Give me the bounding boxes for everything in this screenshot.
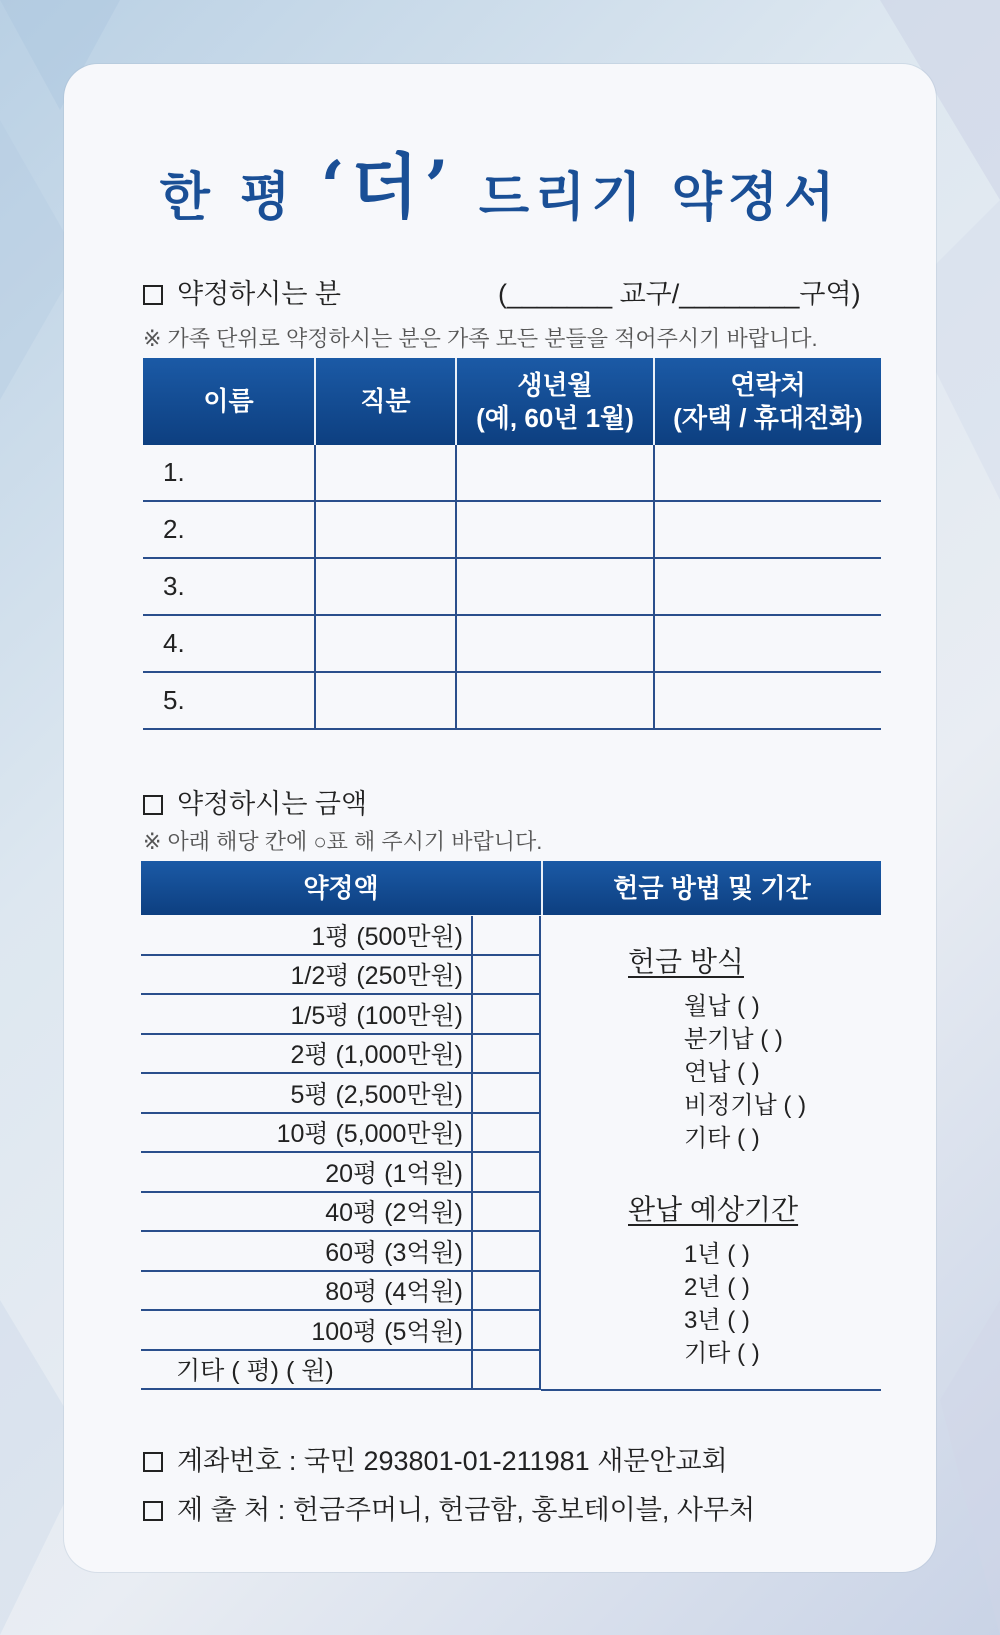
pledge-amount-row (141, 1193, 541, 1233)
district-field[interactable]: (_______ 교구/________구역) (498, 279, 861, 309)
amount-note: ※ 아래 해당 칸에 ○표 해 주시기 바랍니다. (143, 829, 543, 854)
pledge-amount-label: 1평 (500만원) (311, 922, 463, 951)
page-title: 한 평 ‘더’ 드리기 약정서 (159, 145, 841, 228)
submit-info: 제 출 처 : 헌금주머니, 헌금함, 홍보테이블, 사무처 (177, 1495, 756, 1525)
submit-line (143, 1488, 755, 1527)
pledge-amount-row (141, 1035, 541, 1075)
pledge-amount-label: 60평 (3억원) (325, 1238, 463, 1267)
account-checkbox[interactable] (143, 1452, 163, 1472)
pledge-amount-label: 1/2평 (250만원) (290, 962, 463, 991)
row-number: 1. (163, 457, 185, 487)
pledge-amount-row (141, 1272, 541, 1312)
contact-cell[interactable] (653, 616, 881, 671)
account-info: 계좌번호 : 국민 293801-01-211981 새문안교회 (177, 1446, 728, 1476)
pledge-amount-label: 기타 ( 평) ( 원) (176, 1357, 334, 1386)
pledge-select-cell[interactable] (471, 1153, 541, 1191)
account-line (143, 1439, 728, 1478)
pledger-line (143, 272, 341, 311)
title-emphasis: ‘더’ (320, 145, 455, 228)
pledge-select-cell[interactable] (471, 956, 541, 994)
table-row (143, 559, 881, 616)
header-method: 헌금 방법 및 기간 (541, 861, 881, 915)
pledge-amount-label: 10평 (5,000만원) (276, 1120, 463, 1149)
header-contact: 연락처 (자택 / 휴대전화) (653, 358, 881, 445)
amount-checkbox[interactable] (143, 795, 163, 815)
pledge-amount-row (141, 1232, 541, 1272)
pledge-amount-row (141, 1074, 541, 1114)
period-option[interactable]: 1년 ( ) (684, 1241, 750, 1268)
table-row (143, 616, 881, 673)
header-birth: 생년월 (예, 60년 1월) (455, 358, 653, 445)
pledge-amount-row (141, 1153, 541, 1193)
pledge-select-cell[interactable] (471, 1311, 541, 1349)
position-cell[interactable] (314, 616, 455, 671)
method-option[interactable]: 연납 ( ) (684, 1059, 760, 1086)
birth-cell[interactable] (455, 502, 653, 557)
birth-cell[interactable] (455, 445, 653, 500)
contact-cell[interactable] (653, 502, 881, 557)
position-cell[interactable] (314, 502, 455, 557)
pledger-label: 약정하시는 분 (177, 279, 341, 309)
pledge-amount-label: 20평 (1억원) (325, 1159, 463, 1188)
pledge-amount-row (141, 956, 541, 996)
contact-cell[interactable] (653, 445, 881, 500)
position-cell[interactable] (314, 673, 455, 728)
contact-cell[interactable] (653, 559, 881, 614)
pledge-select-cell[interactable] (471, 1272, 541, 1310)
method-option[interactable]: 월납 ( ) (684, 993, 760, 1020)
pledge-amount-label: 80평 (4억원) (325, 1278, 463, 1307)
pledger-checkbox[interactable] (143, 285, 163, 305)
period-title: 완납 예상기간 (628, 1194, 799, 1225)
header-position: 직분 (314, 358, 455, 445)
period-option[interactable]: 2년 ( ) (684, 1274, 750, 1301)
position-cell[interactable] (314, 559, 455, 614)
payment-period-section (628, 1188, 798, 1370)
pledge-select-cell[interactable] (471, 916, 541, 954)
pledge-amount-row (141, 1351, 541, 1391)
pledge-select-cell[interactable] (471, 1074, 541, 1112)
header-name: 이름 (203, 386, 254, 417)
method-option[interactable]: 분기납 ( ) (684, 1026, 783, 1053)
method-option[interactable]: 기타 ( ) (684, 1125, 760, 1152)
row-number: 4. (163, 628, 185, 658)
pledge-select-cell[interactable] (471, 1193, 541, 1231)
amount-line (143, 782, 367, 821)
birth-cell[interactable] (455, 559, 653, 614)
pledge-select-cell[interactable] (471, 1351, 541, 1389)
period-option[interactable]: 3년 ( ) (684, 1307, 750, 1334)
pledge-amount-row (141, 916, 541, 956)
pledge-amount-row (141, 995, 541, 1035)
pledge-amount-row (141, 1114, 541, 1154)
pledge-table-header (141, 861, 881, 915)
members-table-header (143, 358, 881, 445)
row-number: 5. (163, 685, 185, 715)
pledge-amount-label: 100평 (5억원) (311, 1317, 463, 1346)
method-option[interactable]: 비정기납 ( ) (684, 1092, 807, 1119)
pledge-select-cell[interactable] (471, 1114, 541, 1152)
birth-cell[interactable] (455, 616, 653, 671)
pledge-amount-label: 5평 (2,500만원) (290, 1080, 463, 1109)
method-title: 헌금 방식 (628, 946, 744, 977)
contact-cell[interactable] (653, 673, 881, 728)
pledge-amount-label: 2평 (1,000만원) (290, 1041, 463, 1070)
row-number: 3. (163, 571, 185, 601)
pledge-amount-label: 1/5평 (100만원) (290, 1001, 463, 1030)
pledger-note: ※ 가족 단위로 약정하시는 분은 가족 모든 분들을 적어주시기 바랍니다. (143, 326, 818, 351)
table-row (143, 673, 881, 730)
submit-checkbox[interactable] (143, 1501, 163, 1521)
pledge-amount-row (141, 1311, 541, 1351)
pledge-select-cell[interactable] (471, 1232, 541, 1270)
row-number: 2. (163, 514, 185, 544)
header-amount: 약정액 (303, 872, 379, 903)
period-option[interactable]: 기타 ( ) (684, 1340, 760, 1367)
pledge-select-cell[interactable] (471, 995, 541, 1033)
table-row (143, 445, 881, 502)
birth-cell[interactable] (455, 673, 653, 728)
pledge-select-cell[interactable] (471, 1035, 541, 1073)
table-row (143, 502, 881, 559)
position-cell[interactable] (314, 445, 455, 500)
payment-method-section (628, 940, 806, 1155)
amount-label: 약정하시는 금액 (177, 789, 368, 819)
pledge-amount-label: 40평 (2억원) (325, 1199, 463, 1228)
method-bottom-border (541, 1389, 881, 1391)
